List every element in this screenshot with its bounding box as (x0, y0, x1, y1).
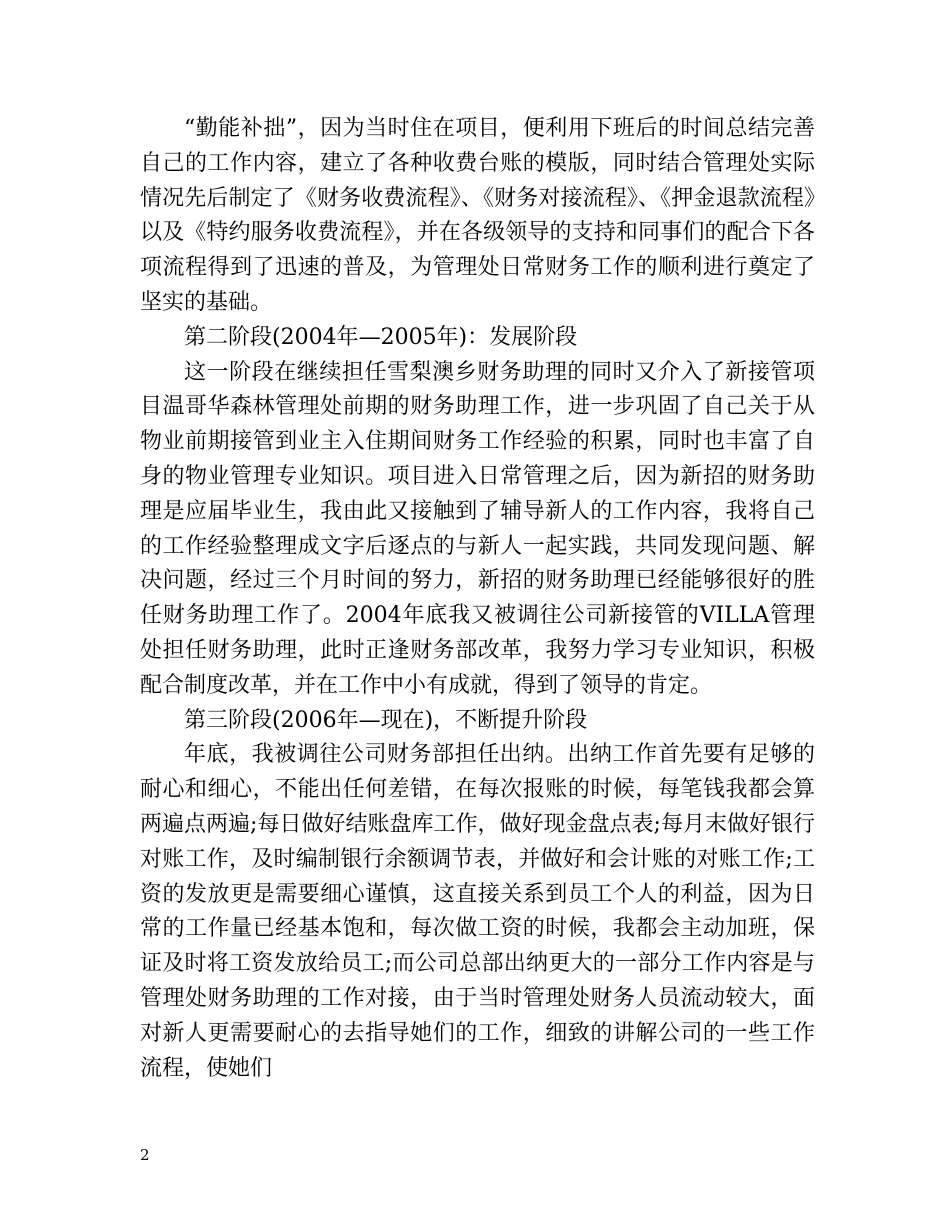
body-paragraph-2: 这一阶段在继续担任雪梨澳乡财务助理的同时又介入了新接管项目温哥华森林管理处前期的财务助理工作，进一步巩固了自己关于从物业前期接管到业主入住期间财务工作经验的积累，同时也丰富了自身的物业管理专业知识。项目进入日常管理之后，因为新招的财务助理是应届毕业生，我由此又接触到了辅导新人的工作内容，我将自己的工作经验整理成文字后逐点的与新人一起实践，共同发现问题、解决问题，经过三个月时间的努力，新招的财务助理已经能够很好的胜任财务助理工作了。2004年底我又被调往公司新接管的VILLA管理处担任财务助理，此时正逢财务部改革，我努力学习专业知识，积极配合制度改革，并在工作中小有成就，得到了领导的肯定。 (140, 359, 815, 698)
body-paragraph-1: “勤能补拙”，因为当时住在项目，便利用下班后的时间总结完善自己的工作内容，建立了各种收费台账的模版，同时结合管理处实际情况先后制定了《财务收费流程》、《财务对接流程》、《押金退款流程》以及《特约服务收费流程》，并在各级领导的支持和同事们的配合下各项流程得到了迅速的普及，为管理处日常财务工作的顺利进行奠定了坚实的基础。 (140, 116, 815, 315)
body-paragraph-3: 年底，我被调往公司财务部担任出纳。出纳工作首先要有足够的耐心和细心，不能出任何差错，在每次报账的时候，每笔钱我都会算两遍点两遍;每日做好结账盘库工作，做好现金盘点表;每月末做好银行对账工作，及时编制银行余额调节表，并做好和会计账的对账工作;工资的发放更是需要细心谨慎，这直接关系到员工个人的利益，因为日常的工作量已经基本饱和，每次做工资的时候，我都会主动加班，保证及时将工资发放给员工;而公司总部出纳更大的一部分工作内容是与管理处财务助理的工作对接，由于当时管理处财务人员流动较大，面对新人更需要耐心的去指导她们的工作，细致的讲解公司的一些工作流程，使她们 (140, 742, 815, 1081)
document-page (140, 112, 815, 1086)
section-heading-stage-3: 第三阶段(2006年—现在)，不断提升阶段 (184, 707, 588, 733)
page-number: 2 (140, 1146, 150, 1164)
section-heading-stage-2: 第二阶段(2004年—2005年)：发展阶段 (184, 324, 578, 350)
